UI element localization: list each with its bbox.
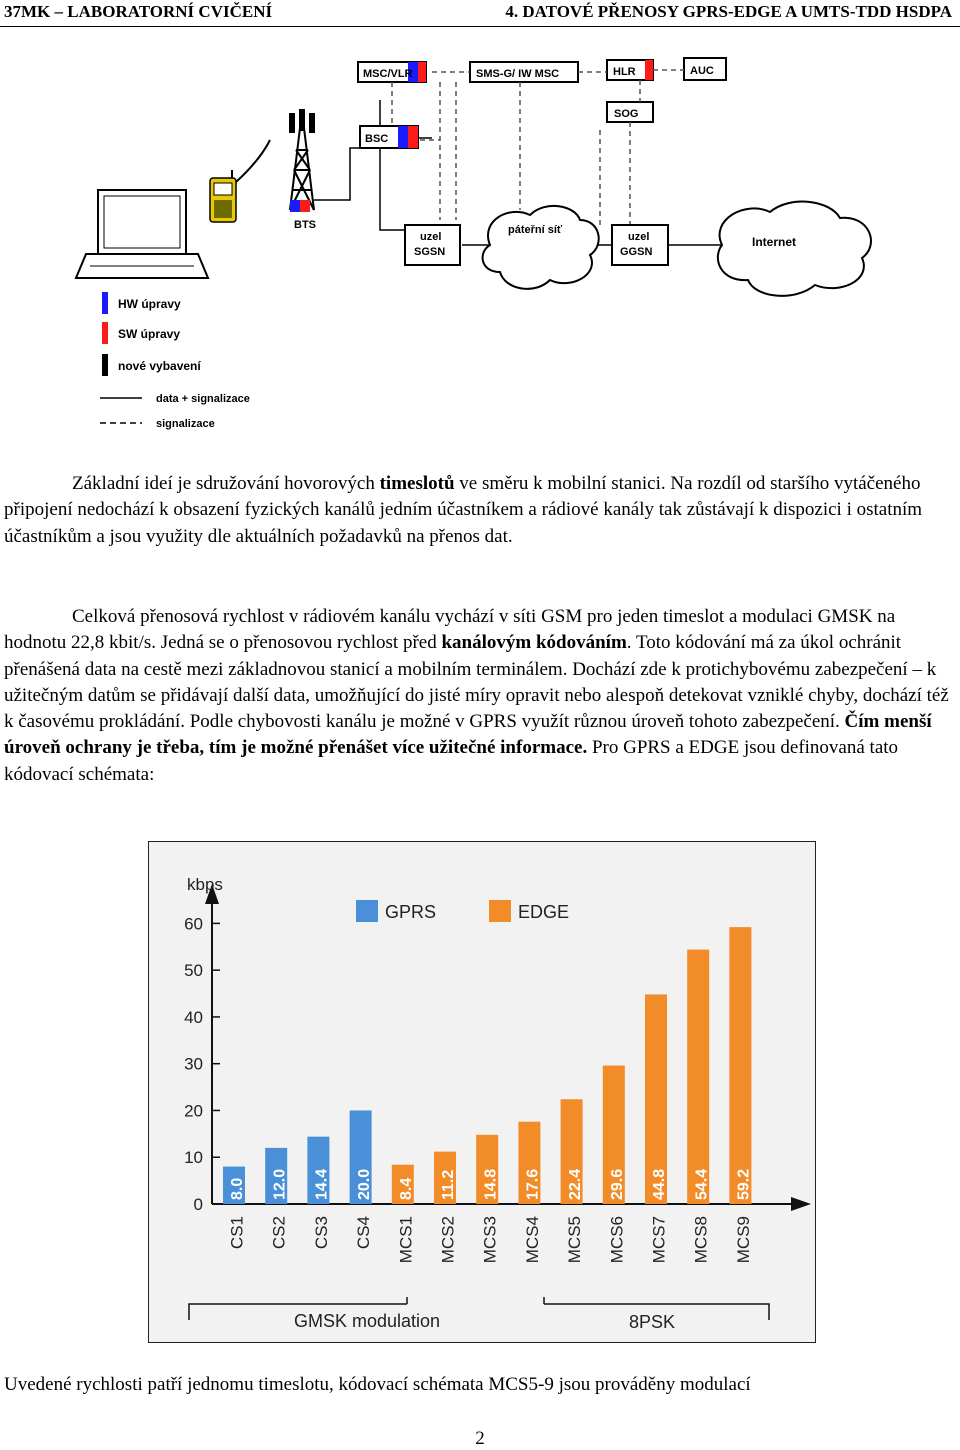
ggsn-label-1: uzel — [628, 231, 650, 243]
internet-label: Internet — [752, 235, 797, 249]
bar-value-label: 29.6 — [609, 1168, 627, 1200]
ggsn-label-2: GGSN — [620, 246, 653, 258]
gprs-network-diagram — [0, 40, 960, 460]
bar-value-label: 17.6 — [524, 1168, 542, 1200]
y-axis-label: kbps — [187, 875, 223, 894]
sgsn-node — [405, 225, 460, 265]
bar-value-label: 44.8 — [651, 1168, 669, 1200]
legend-data-label: data + signalizace — [156, 393, 250, 405]
bts-hw-marker — [290, 200, 300, 212]
legend-sig-label: signalizace — [156, 418, 215, 430]
p1-text-b: timeslotů — [379, 473, 455, 494]
x-category-label: MCS7 — [649, 1216, 669, 1264]
y-tick-label: 60 — [184, 914, 203, 934]
packet-network-label: páteřní síť — [508, 224, 563, 236]
internet-cloud — [718, 202, 871, 296]
y-tick-label: 30 — [184, 1054, 203, 1074]
bts-tower-icon — [290, 110, 314, 210]
bar-mcs9 — [729, 927, 751, 1204]
signalling-lines — [392, 70, 684, 225]
coding-schemes-chart — [148, 841, 816, 1343]
bar-value-label: 8.4 — [398, 1177, 416, 1200]
x-category-label: MCS3 — [480, 1216, 500, 1264]
legend-gprs-swatch — [356, 900, 378, 922]
bar-value-label: 8.0 — [229, 1177, 247, 1200]
header-right-title: 4. DATOVÉ PŘENOSY GPRS-EDGE A UMTS-TDD HSDPA — [505, 2, 952, 21]
ggsn-node — [612, 225, 668, 265]
bar-value-label: 54.4 — [693, 1168, 711, 1200]
p2-text-b: kanálovým kódováním — [441, 632, 627, 654]
bar-value-label: 20.0 — [355, 1168, 373, 1200]
header-rule — [0, 26, 960, 27]
x-category-label: MCS5 — [565, 1216, 585, 1264]
bts-label: BTS — [294, 219, 316, 231]
bts-sw-marker — [300, 200, 310, 212]
p2-text-a: Celková přenosová rychlost v rádiovém kanálu vychází v síti GSM pro jeden timeslot a modulaci GMSK na hodnotu 22,8 kbit/s. Jedná se o přenosovou rychlost před — [4, 606, 896, 654]
y-tick-label: 40 — [184, 1007, 203, 1027]
legend-edge-label: EDGE — [518, 902, 570, 922]
bar-value-label: 11.2 — [440, 1169, 458, 1200]
diagram-legend — [100, 292, 250, 430]
legend-hw-swatch — [102, 292, 108, 314]
bar-value-label: 14.4 — [313, 1168, 331, 1200]
bsc-label: BSC — [365, 133, 389, 145]
p2-text-e: Pro GPRS a EDGE jsou definovaná tato kódovací schémata: — [4, 737, 899, 785]
psk-modulation-label: 8PSK — [629, 1312, 676, 1332]
x-axis-arrow — [791, 1197, 811, 1211]
x-category-label: MCS6 — [607, 1216, 627, 1264]
bar-value-label: 14.8 — [482, 1168, 500, 1200]
x-category-label: MCS1 — [396, 1216, 416, 1264]
x-category-label: MCS4 — [522, 1216, 542, 1264]
sgsn-label-2: SGSN — [414, 246, 446, 258]
header-left-title: 37MK – LABORATORNÍ CVIČENÍ — [4, 2, 273, 21]
legend-sw-label: SW úpravy — [118, 327, 181, 341]
x-category-label: CS3 — [311, 1216, 331, 1250]
auc-node — [684, 58, 726, 80]
x-category-label: CS1 — [227, 1216, 247, 1250]
hlr-node — [607, 60, 653, 80]
packet-network-cloud — [483, 206, 599, 289]
legend-new-swatch — [102, 354, 108, 376]
sog-label: SOG — [614, 108, 639, 120]
legend-sw-swatch — [102, 322, 108, 344]
laptop-icon — [76, 190, 208, 278]
msc-vlr-label: MSC/VLR — [363, 68, 413, 80]
sog-node — [607, 102, 653, 122]
bar-mcs8 — [687, 950, 709, 1204]
radio-link — [236, 140, 270, 182]
y-tick-label: 50 — [184, 961, 203, 981]
p2-text-c: . Toto kódování má za úkol ochránit přenášená data na cestě mezi základnovou stanicí a mobilním terminálem. Dochází zde k protichybovému zabezpečení – k užitečným datům se přidávají další data, umožňující do jisté míry opravit nebo alespoň detekovat vzniklé chyby, dochází též k časovému prokládání. Podle chybovosti kanálu je možné v GPRS využít různou úroveň tohoto zabezpečení. — [4, 632, 949, 733]
sgsn-label-1: uzel — [420, 231, 442, 243]
mobile-phone-icon — [210, 170, 236, 222]
paragraph-intro — [4, 471, 956, 550]
legend-new-label: nové vybavení — [118, 359, 201, 373]
sms-g-node — [470, 62, 578, 82]
legend-edge-swatch — [489, 900, 511, 922]
x-category-label: CS4 — [354, 1216, 374, 1250]
coding-schemes-chart-svg — [149, 842, 815, 1342]
paragraph-closing: Uvedené rychlosti patří jednomu timeslotu, kódovací schémata MCS5-9 jsou prováděny modulací — [4, 1374, 751, 1395]
sms-g-label: SMS-G/ IW MSC — [476, 68, 560, 80]
y-tick-label: 0 — [193, 1195, 203, 1214]
bar-value-label: 12.0 — [271, 1168, 289, 1200]
y-tick-label: 10 — [184, 1148, 203, 1168]
hlr-label: HLR — [613, 66, 636, 78]
x-category-label: MCS8 — [691, 1216, 711, 1264]
bsc-node — [360, 126, 418, 148]
p1-text-c: ve směru k mobilní stanici. Na rozdíl od staršího vytáčeného připojení nedochází k obsazení fyzických kanálů jedním účastníkem a rádiové kanály tak zůstávají k dispozici i ostatním účastníkům a jsou využity dle aktuálních požadavků na přenos dat. — [4, 473, 923, 547]
legend-gprs-label: GPRS — [385, 902, 437, 922]
msc-vlr-node — [358, 62, 426, 82]
y-tick-label: 20 — [184, 1101, 203, 1121]
x-category-label: CS2 — [269, 1216, 289, 1250]
page-number: 2 — [475, 1428, 485, 1449]
gmsk-modulation-label: GMSK modulation — [294, 1311, 441, 1331]
paragraph-coding — [4, 604, 956, 788]
bar-value-label: 59.2 — [735, 1168, 753, 1200]
auc-label: AUC — [690, 65, 714, 77]
bar-value-label: 22.4 — [566, 1168, 584, 1200]
p2-text-d: Čím menší úroveň ochrany je třeba, tím je možné přenášet více užitečné informace. — [4, 711, 932, 759]
x-category-label: MCS9 — [733, 1216, 753, 1264]
legend-hw-label: HW úpravy — [118, 297, 181, 311]
p1-text-a: Základní ideí je sdružování hovorových — [72, 473, 380, 494]
x-category-label: MCS2 — [438, 1216, 458, 1264]
